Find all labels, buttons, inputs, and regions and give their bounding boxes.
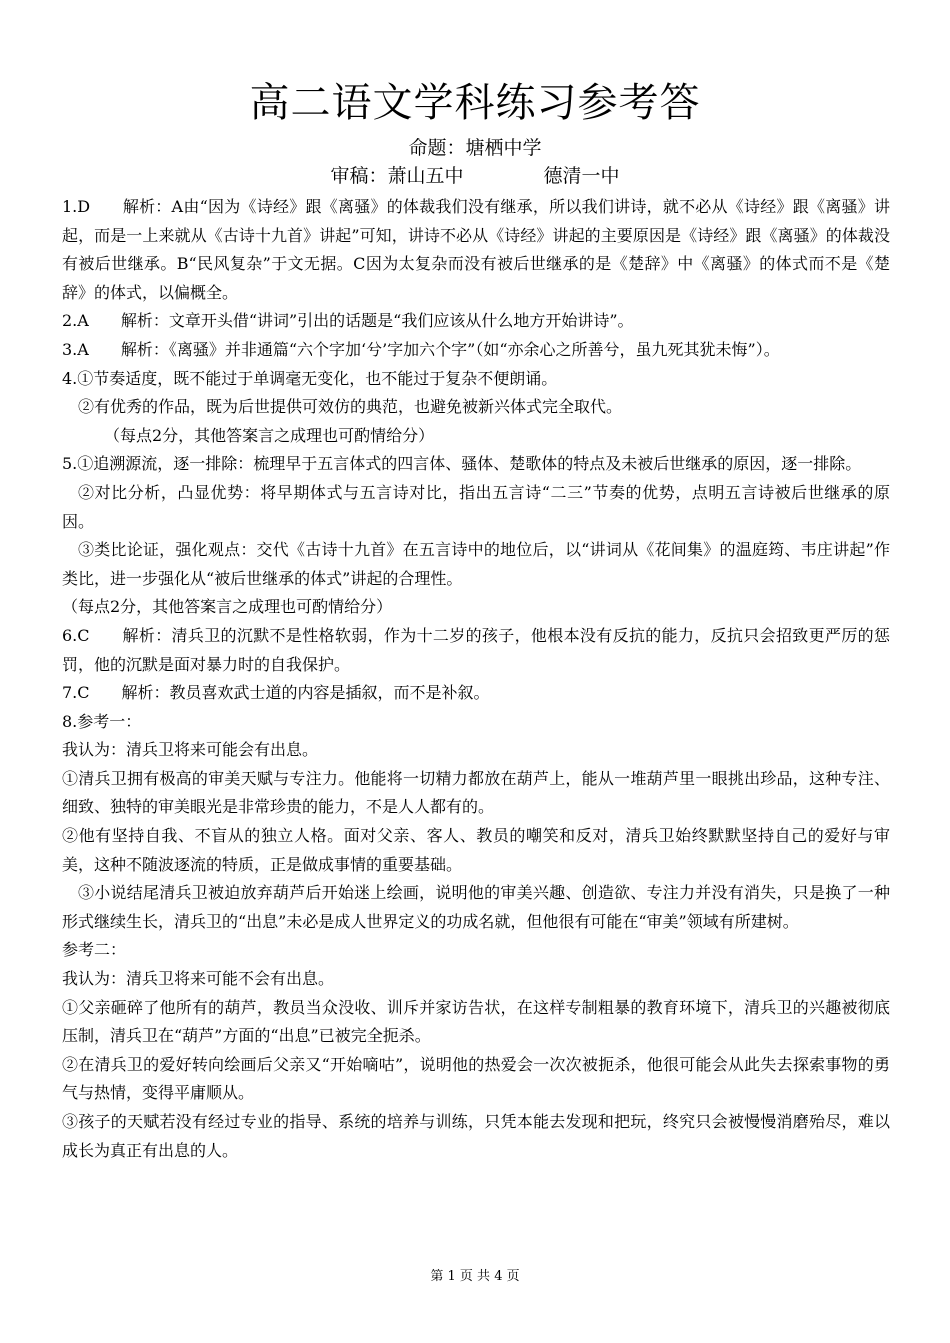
answer-q8-ref1-heading: 8.参考一： — [62, 711, 142, 731]
answer-q5-point1: 5.①追溯源流，逐一排除：梳理早于五言体式的四言体、骚体、楚歌体的特点及未被后世继承的原因，逐一排除。 — [62, 454, 862, 474]
proposer-line: 命题：塘栖中学 — [408, 137, 542, 159]
answer-q4-scoring-note: （每点2分，其他答案言之成理也可酌情给分） — [104, 425, 435, 445]
reviewer-2: 德清一中 — [543, 165, 620, 187]
answer-q7: 7.C 解析：教员喜欢武士道的内容是插叙，而不是补叙。 — [62, 683, 490, 703]
answer-q8-ref2-point3: ③孩子的天赋若没有经过专业的指导、系统的培养与训练，只凭本能去发现和把玩，终究只会被慢慢消磨殆尽，难以成长为真正有出息的人。 — [62, 1112, 890, 1160]
answer-q8-ref1-point1: ①清兵卫拥有极高的审美天赋与专注力。他能将一切精力都放在葫芦上，能从一堆葫芦里一眼挑出珍品，这种专注、细致、独特的审美眼光是非常珍贵的能力，不是人人都有的。 — [62, 768, 890, 817]
answer-q5-point2: ②对比分析，凸显优势：将早期体式与五言诗对比，指出五言诗“二三”节奏的优势，点明五言诗被后世继承的原因。 — [62, 482, 890, 531]
page-title: 高二语文学科练习参考答 — [249, 80, 701, 126]
answer-q5-point3: ③类比论证，强化观点：交代《古诗十九首》在五言诗中的地位后，以“讲词从《花间集》的温庭筠、韦庄讲起”作类比，进一步强化从“被后世继承的体式”讲起的合理性。 — [62, 540, 890, 588]
answer-q8-ref2-point1: ①父亲砸碎了他所有的葫芦，教员当众没收、训斥并家访告状，在这样专制粗暴的教育环境下，清兵卫的兴趣被彻底压制，清兵卫在“葫芦”方面的“出息”已被完全扼杀。 — [62, 997, 890, 1046]
answer-q8-ref2-claim: 我认为：清兵卫将来可能不会有出息。 — [62, 969, 335, 989]
answer-q6: 6.C 解析：清兵卫的沉默不是性格软弱，作为十二岁的孩子，他根本没有反抗的能力，反抗只会招致更严厉的惩罚，他的沉默是面对暴力时的自我保护。 — [62, 625, 890, 674]
reviewer-1: 审稿：萧山五中 — [330, 165, 464, 187]
answer-q2: 2.A 解析：文章开头借“讲词”引出的话题是“我们应该从什么地方开始讲诗”。 — [62, 311, 634, 331]
answer-q8-ref2-point2: ②在清兵卫的爱好转向绘画后父亲又“开始嘀咕”，说明他的热爱会一次次被扼杀，他很可能会从此失去探索事物的勇气与热情，变得平庸顺从。 — [62, 1054, 890, 1103]
reviewers-line — [0, 162, 950, 190]
answer-q4-point1: 4.①节奏适度，既不能过于单调毫无变化，也不能过于复杂不便朗诵。 — [62, 368, 558, 388]
answer-q4-point2: ②有优秀的作品，既为后世提供可效仿的典范，也避免被新兴体式完全取代。 — [78, 397, 623, 417]
answer-q8-ref1-point2: ②他有坚持自我、不盲从的独立人格。面对父亲、客人、教员的嘲笑和反对，清兵卫始终默默坚持自己的爱好与审美，这种不随波逐流的特质，正是做成事情的重要基础。 — [62, 826, 890, 874]
answer-q8-ref1-point3: ③小说结尾清兵卫被迫放弃葫芦后开始迷上绘画，说明他的审美兴趣、创造欲、专注力并没有消失，只是换了一种形式继续生长，清兵卫的“出息”未必是成人世界定义的功成名就，但他很有可能在“审美”领域有所建树。 — [62, 883, 890, 931]
answer-q5-scoring-note: （每点2分，其他答案言之成理也可酌情给分） — [62, 597, 393, 617]
answer-q1: 1.D 解析：A由“因为《诗经》跟《离骚》的体裁我们没有继承，所以我们讲诗，就不必从《诗经》跟《离骚》讲起，而是一上来就从《古诗十九首》讲起”可知，讲诗不必从《诗经》讲起的主要原因是《诗经》跟《离骚》的体裁没有被后世继承。B“民风复杂”于文无据。C因为太复杂而没有被后世继承的是《楚辞》中《离骚》的体式而不是《楚辞》的体式，以偏概全。 — [62, 197, 890, 302]
answer-q8-ref1-claim: 我认为：清兵卫将来可能会有出息。 — [62, 740, 319, 760]
answer-body — [62, 193, 890, 1165]
answer-q3: 3.A 解析：《离骚》并非通篇“六个字加‘兮’字加六个字”（如“亦余心之所善兮，虽九死其犹未悔”）。 — [62, 339, 780, 359]
answer-q8-ref2-heading: 参考二： — [62, 940, 127, 960]
page-footer: 第 1 页 共 4 页 — [430, 1269, 520, 1284]
